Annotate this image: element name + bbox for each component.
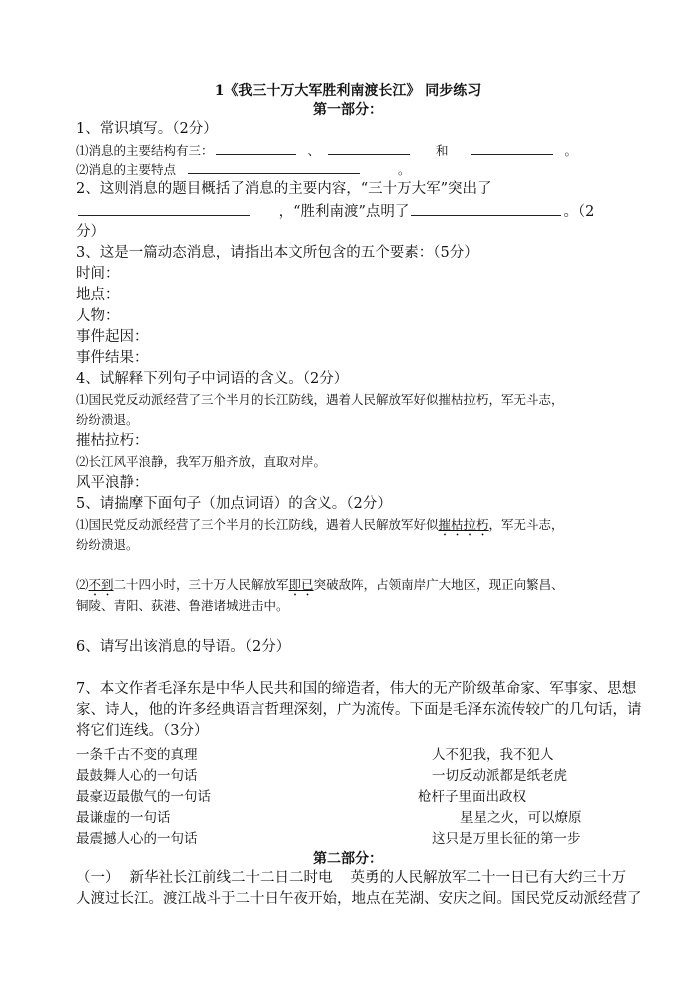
match-left-1[interactable]: 一条千古不变的真理 [76,747,198,763]
q4-sentence1-cont: 纷纷溃退。 [76,412,139,427]
passage-dateline: 新华社长江前线二十二日二时电 [129,870,333,886]
q2-blank-2[interactable] [411,202,561,216]
q1-blank-3[interactable] [471,141,553,155]
match-right-3[interactable]: 枪杆子里面出政权 [418,789,526,805]
q7-line3: 将它们连线。（3分） [76,723,209,739]
match-left-3[interactable]: 最豪迈最傲气的一句话 [76,789,211,805]
q1-line2 [76,160,411,179]
q1-end: 。 [564,143,578,158]
passage-number: （一） [76,870,120,886]
match-left-4[interactable]: 最谦虚的一句话 [76,810,171,826]
q5-sentence1-cont: 纷纷溃退。 [76,537,139,552]
worksheet-title: 1《我三十万大军胜利南渡长江》 同步练习 [214,83,482,99]
q5-dotted-word-1: 摧枯拉朽 [438,517,489,532]
passage-line2: 人渡过长江。渡江战斗于二十日午夜开始，地点在芜湖、安庆之间。国民党反动派经营了 [76,891,642,907]
q1-separator: 、 [307,143,321,158]
q3-item-cause: 事件起因： [76,329,149,345]
q2-line2-text: ，“胜利南渡”点明了 [278,204,410,220]
part-two-heading: 第二部分： [313,851,383,867]
q4-sentence1: ⑴国民党反动派经营了三个半月的长江防线，遇着人民解放军好似摧枯拉朽，军无斗志， [76,392,564,407]
q5-sentence2 [76,576,564,599]
q3-stem: 3、这是一篇动态消息，请指出本文所包含的五个要素：（5分） [76,245,479,261]
q1-end-2: 。 [397,162,411,177]
q1-line1-text: ⑴消息的主要结构有三： [76,143,214,158]
match-left-2[interactable]: 最鼓舞人心的一句话 [76,768,198,784]
q1-line1 [76,141,577,160]
q5-dotted-word-2: 不到 [88,577,114,592]
q5-sentence2-cont: 铜陵、青阳、荻港、鲁港诸城进击中。 [76,598,289,613]
match-right-5[interactable]: 这只是万里长征的第一步 [432,831,581,847]
q1-blank-1[interactable] [216,141,296,155]
q2-line2-end: 。（2 [563,204,595,220]
q3-item-place: 地点： [76,287,120,303]
q5-s1-part1: ⑴国民党反动派经营了三个半月的长江防线，遇着人民解放军好似 [76,517,439,532]
match-right-2[interactable]: 一切反动派都是纸老虎 [432,768,567,784]
match-right-1[interactable]: 人不犯我，我不犯人 [432,747,554,763]
q2-line1: 2、这则消息的题目概括了消息的主要内容，“三十万大军”突出了 [76,181,492,197]
q4-word2: 风平浪静： [76,475,149,491]
q5-stem: 5、请揣摩下面句子（加点词语）的含义。（2分） [76,496,392,512]
match-left-5[interactable]: 最震撼人心的一句话 [76,831,198,847]
q3-item-people: 人物： [76,308,120,324]
q1-blank-2[interactable] [328,141,410,155]
q7-line2: 家、诗人，他的许多经典语言哲理深刻，广为流传。下面是毛泽东流传较广的几句话，请 [76,702,642,718]
q2-blank-1[interactable] [78,202,250,216]
q5-s2-mid: 二十四小时，三十万人民解放军 [113,577,289,592]
q4-word1: 摧枯拉朽： [76,433,149,449]
passage-lead: 英勇的人民解放军二十一日已有大约三十万 [350,870,626,886]
q1-and: 和 [436,143,449,158]
q5-s1-part2: ，军无斗志， [488,517,564,532]
q5-dotted-word-3: 即已 [288,577,314,592]
q2-line2 [76,202,594,221]
q5-s2-end: 突破敌阵，占领南岸广大地区，现正向繁昌、 [313,577,564,592]
q1-line2-text: ⑵消息的主要特点 [76,162,177,177]
q1-stem: 1、常识填写。（2分） [76,121,218,137]
part-one-heading: 第一部分： [313,102,383,118]
q5-sentence1 [76,516,564,539]
q5-s2-prefix: ⑵ [76,577,89,592]
q4-sentence2: ⑵长江风平浪静，我军万船齐放，直取对岸。 [76,454,327,469]
q4-stem: 4、试解释下列句子中词语的含义。（2分） [76,371,349,387]
match-right-4[interactable]: 星星之火，可以燎原 [460,810,582,826]
q7-line1: 7、本文作者毛泽东是中华人民共和国的缔造者，伟大的无产阶级革命家、军事家、思想 [76,681,637,697]
q1-blank-4[interactable] [188,160,360,174]
passage-line1 [76,869,626,887]
q2-line3: 分） [76,224,105,240]
q3-item-result: 事件结果： [76,350,149,366]
q6-stem: 6、请写出该消息的导语。（2分） [76,639,291,655]
q3-item-time: 时间： [76,266,120,282]
